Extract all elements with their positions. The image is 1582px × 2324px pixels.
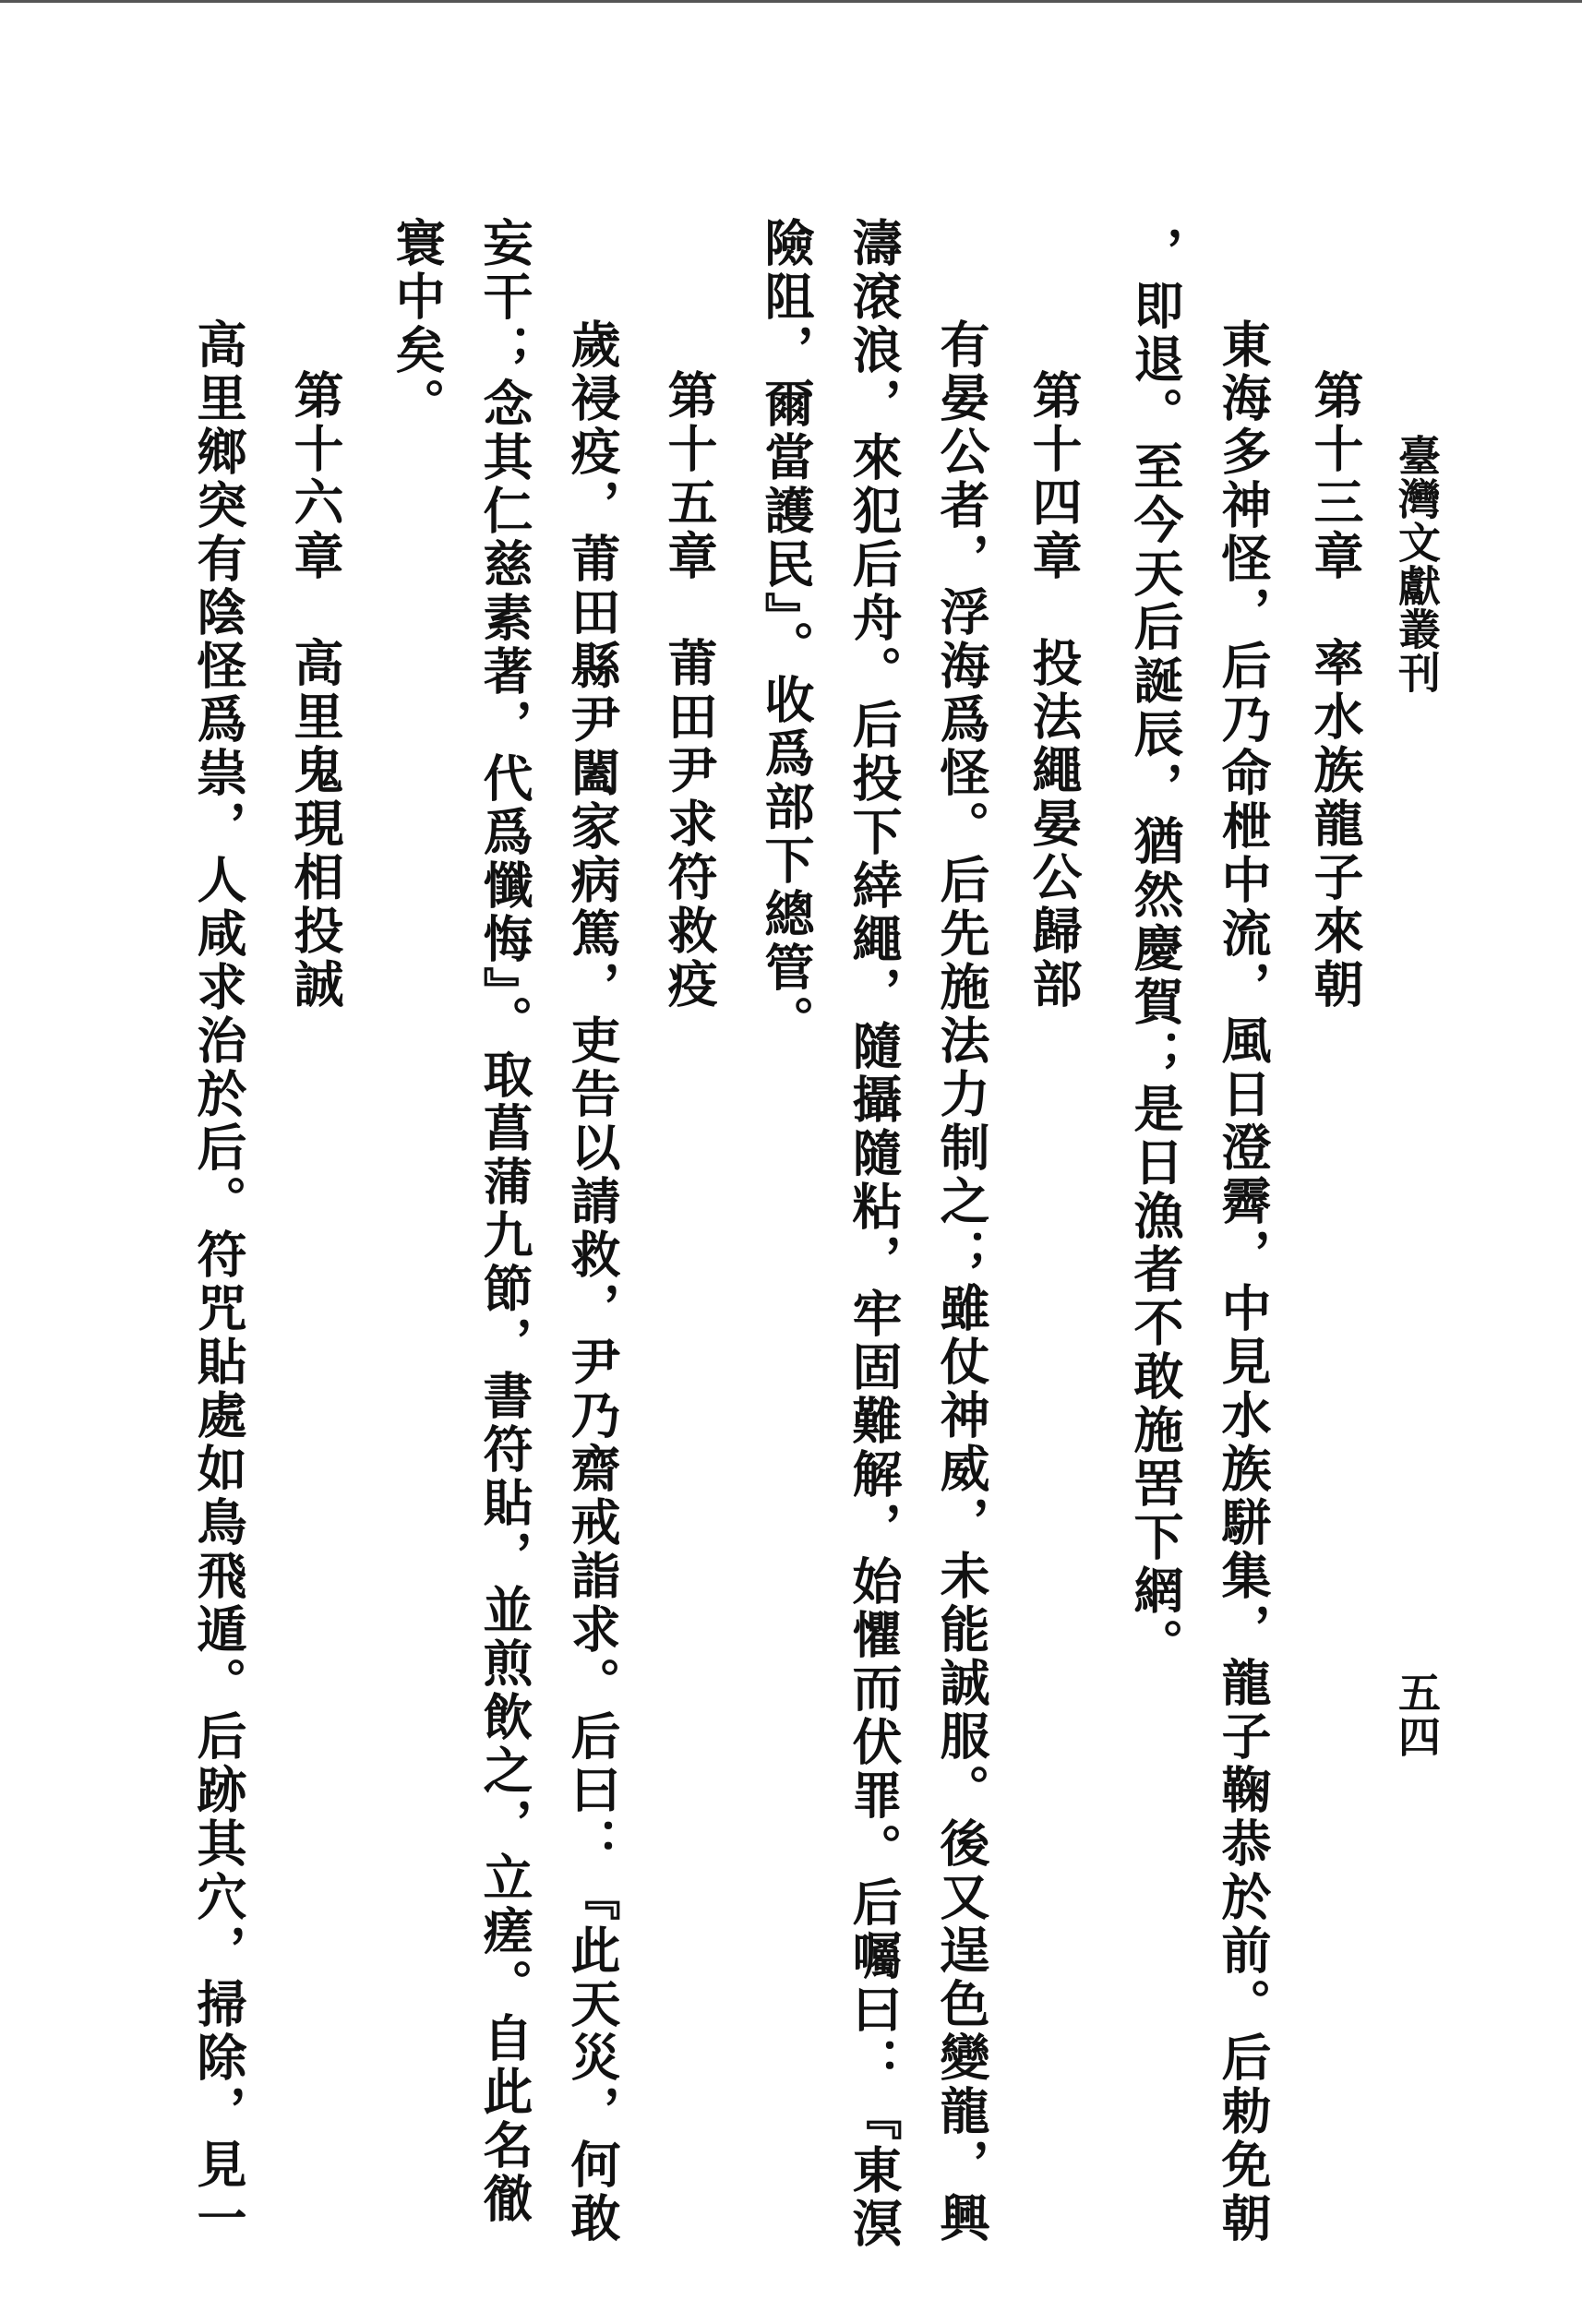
chapter-15-heading: 第十五章 莆田尹求符救疫 [660, 369, 719, 1012]
chapter-14-heading: 第十四章 投法繩晏公歸部 [1025, 369, 1084, 1012]
page-number: 五四 [1392, 1671, 1442, 1759]
chapter-15-line-2: 妄干；念其仁慈素著，代爲懺悔』。取菖蒲九節，書符貼，並煎飲之，立瘥。自此名徹 [475, 217, 534, 2226]
top-border [0, 0, 1582, 3]
chapter-13-line-1: 東海多神怪，后乃命枻中流，風日澄霽，中見水族駢集，龍子鞠恭於前。后勅免朝 [1214, 318, 1273, 2246]
book-title: 臺灣文獻叢刊 [1392, 434, 1442, 694]
chapter-14-line-3: 險阻，爾當護民』。收爲部下總管。 [757, 217, 816, 1048]
chapter-15-line-1: 歲祲疫，莆田縣尹闔家病篤，吏告以請救，尹乃齋戒詣求。后曰：『此天災，何敢 [563, 318, 622, 2246]
chapter-16-line-1: 高里鄉突有陰怪爲祟，人咸求治於后。符咒貼處如鳥飛遁。后跡其穴，掃除，見一 [189, 318, 248, 2246]
chapter-15-line-3: 寰中矣。 [388, 217, 447, 431]
chapter-13-line-2: ，即退。至今天后誕辰，猶然慶賀；是日漁者不敢施罟下網。 [1126, 226, 1185, 1671]
chapter-14-line-2: 濤滾浪，來犯后舟。后投下緈繩，隨攝隨粘，牢固難解，始懼而伏罪。后囑曰：『東溟 [845, 217, 904, 2251]
chapter-14-line-1: 有晏公者，浮海爲怪。后先施法力制之；雖仗神威，未能誠服。後又逞色變龍，興 [932, 318, 991, 2246]
chapter-13-heading: 第十三章 率水族龍子來朝 [1306, 369, 1365, 1012]
chapter-16-heading: 第十六章 高里鬼現相投誠 [286, 369, 345, 1012]
